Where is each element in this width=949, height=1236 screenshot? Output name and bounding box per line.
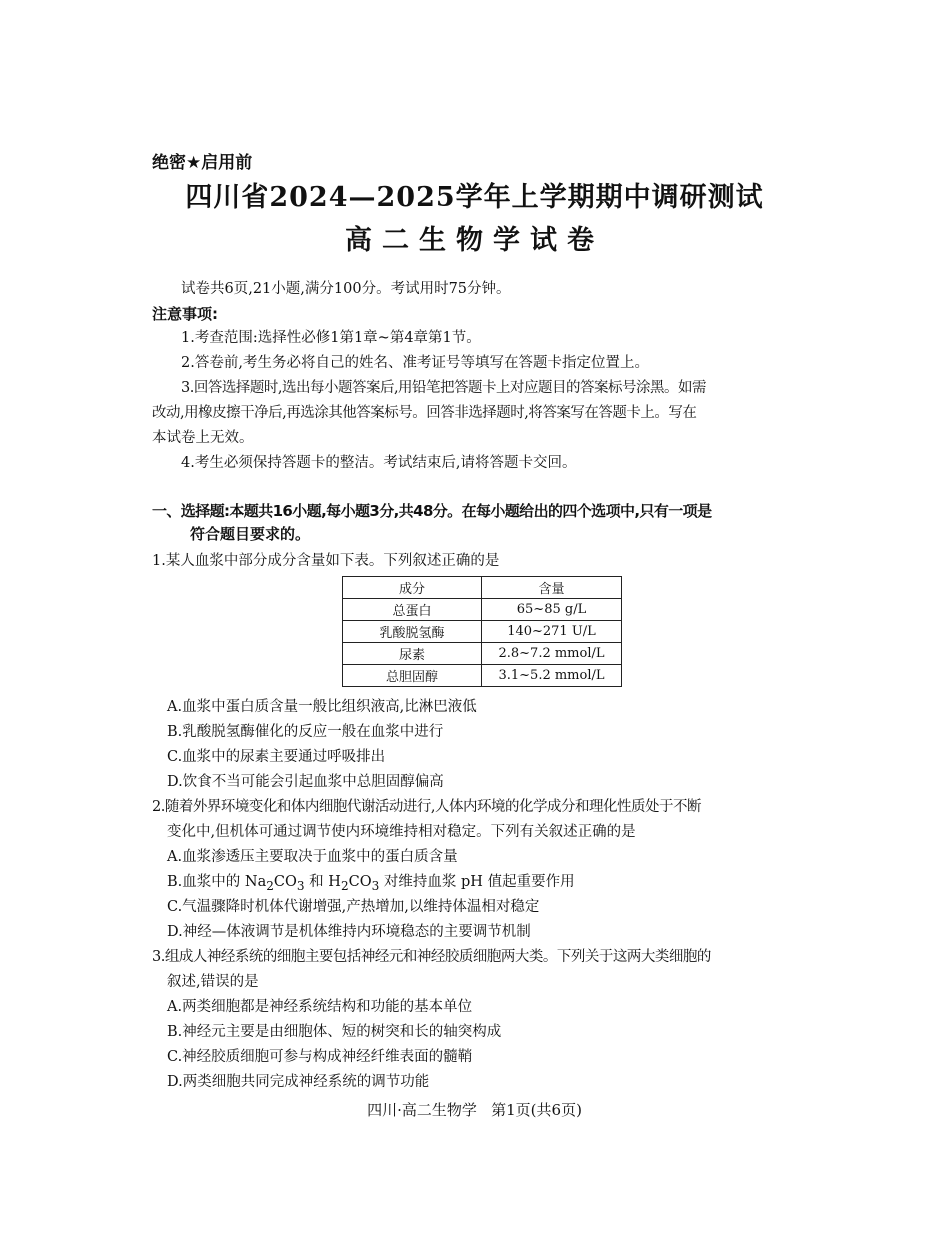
formula-carbonic-acid: $H_2CO_3$	[328, 874, 380, 893]
table-cell: 总蛋白	[343, 599, 482, 621]
table-cell: 乳酸脱氢酶	[343, 621, 482, 643]
confidential-label: 绝密★启用前	[152, 153, 253, 173]
question-3-option-a: A.两类细胞都是神经系统结构和功能的基本单位	[167, 999, 473, 1015]
table-cell: 140~271 U/L	[482, 621, 622, 643]
question-3-stem: 3.组成人神经系统的细胞主要包括神经元和神经胶质细胞两大类。下列关于这两大类细胞的	[152, 949, 711, 965]
notice-item: 3.回答选择题时,选出每小题答案后,用铅笔把答题卡上对应题目的答案标号涂黑。如需	[181, 380, 707, 396]
question-1-option-b: B.乳酸脱氢酶催化的反应一般在血浆中进行	[167, 724, 444, 740]
table-header: 成分	[343, 577, 482, 599]
formula-sodium-carbonate: $Na_2CO_3$	[244, 874, 305, 893]
table-row	[343, 599, 622, 621]
notice-item: 1.考查范围:选择性必修1第1章~第4章第1节。	[181, 330, 481, 346]
option-text: 和	[304, 874, 329, 890]
table-cell: 65~85 g/L	[482, 599, 622, 621]
section-heading-line: 符合题目要求的。	[190, 525, 311, 543]
question-2-option-d: D.神经—体液调节是机体维持内环境稳态的主要调节机制	[167, 924, 531, 940]
table-row	[343, 621, 622, 643]
notice-item: 4.考生必须保持答题卡的整洁。考试结束后,请将答题卡交回。	[181, 455, 577, 471]
question-1-option-a: A.血浆中蛋白质含量一般比组织液高,比淋巴液低	[167, 699, 477, 715]
section-heading-line: 一、选择题:本题共16小题,每小题3分,共48分。在每小题给出的四个选项中,只有一项是	[152, 502, 712, 520]
question-2-stem: 变化中,但机体可通过调节使内环境维持相对稳定。下列有关叙述正确的是	[167, 824, 636, 840]
question-1-option-c: C.血浆中的尿素主要通过呼吸排出	[167, 749, 386, 765]
question-2-option-a: A.血浆渗透压主要取决于血浆中的蛋白质含量	[167, 849, 458, 865]
table-header: 含量	[482, 577, 622, 599]
table-cell: 总胆固醇	[343, 665, 482, 687]
question-2-option-c: C.气温骤降时机体代谢增强,产热增加,以维持体温相对稳定	[167, 899, 540, 915]
notice-item: 改动,用橡皮擦干净后,再选涂其他答案标号。回答非选择题时,将答案写在答题卡上。写在	[152, 405, 697, 421]
page-footer: 四川·高二生物学 第1页(共6页)	[367, 1101, 582, 1119]
notice-heading: 注意事项:	[152, 305, 218, 323]
exam-intro: 试卷共6页,21小题,满分100分。考试用时75分钟。	[181, 281, 511, 297]
question-3-option-c: C.神经胶质细胞可参与构成神经纤维表面的髓鞘	[167, 1049, 473, 1065]
table-cell: 3.1~5.2 mmol/L	[482, 665, 622, 687]
option-text: B.血浆中的	[167, 874, 245, 890]
table-cell: 2.8~7.2 mmol/L	[482, 643, 622, 665]
question-2-stem: 2.随着外界环境变化和体内细胞代谢活动进行,人体内环境的化学成分和理化性质处于不断	[152, 799, 701, 815]
question-1-stem: 1.某人血浆中部分成分含量如下表。下列叙述正确的是	[152, 553, 500, 569]
table-cell: 尿素	[343, 643, 482, 665]
table-header-row	[343, 577, 622, 599]
exam-subtitle: 高二生物学试卷	[345, 225, 604, 256]
exam-title: 四川省2024—2025学年上学期期中调研测试	[185, 182, 764, 213]
question-3-option-b: B.神经元主要是由细胞体、短的树突和长的轴突构成	[167, 1024, 502, 1040]
notice-item: 本试卷上无效。	[152, 430, 254, 446]
table-row	[343, 643, 622, 665]
question-1-option-d: D.饮食不当可能会引起血浆中总胆固醇偏高	[167, 774, 444, 790]
question-3-stem: 叙述,错误的是	[167, 974, 259, 990]
table-row	[343, 665, 622, 687]
option-text: 对维持血浆 pH 值起重要作用	[379, 874, 575, 890]
section-heading	[152, 500, 802, 546]
question-3-option-d: D.两类细胞共同完成神经系统的调节功能	[167, 1074, 430, 1090]
blood-components-table	[342, 576, 622, 687]
notice-item: 2.答卷前,考生务必将自己的姓名、准考证号等填写在答题卡指定位置上。	[181, 355, 649, 371]
